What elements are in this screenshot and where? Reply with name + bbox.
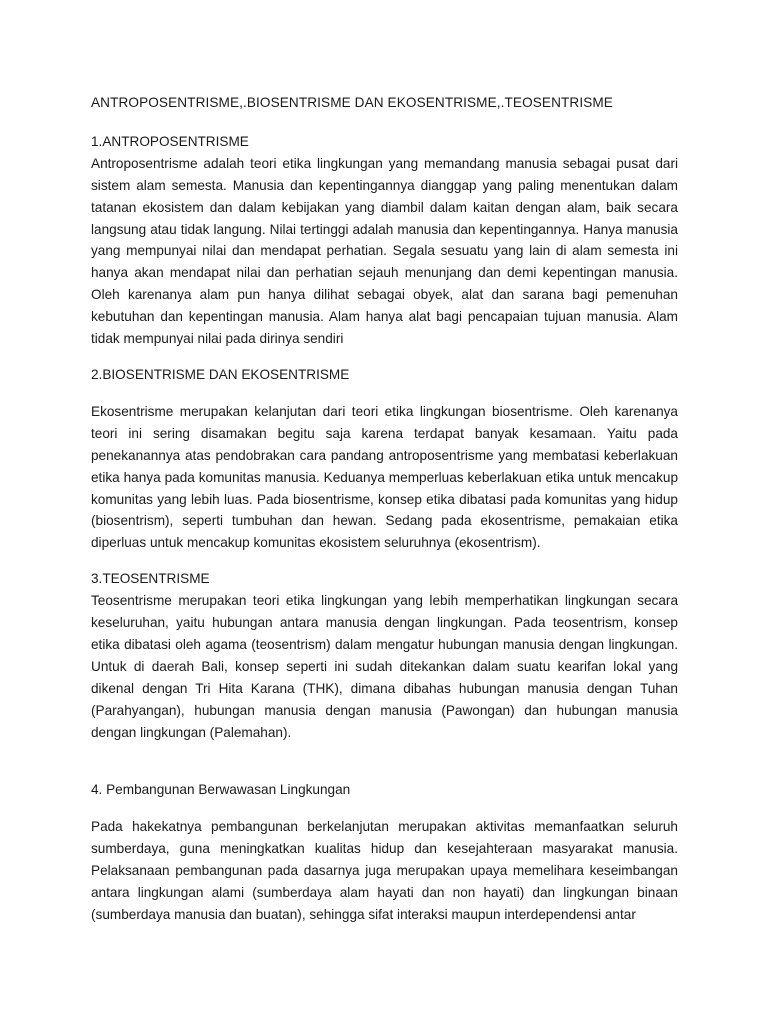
section-paragraph-pembangunan: Pada hakekatnya pembangunan berkelanjutan merupakan aktivitas memanfaatkan seluruh sumberdaya, guna meningkatkan kualitas hidup dan kesejahteraan masyarakat manusia. Pelaksanaan pembangunan pada dasarnya juga merupakan upaya memelihara keseimbangan antara lingkungan alami (sumberdaya alam hayati dan non hayati) dan lingkungan binaan (sumberdaya manusia dan buatan), sehingga sifat interaksi maupun interdependensi antar <box>91 819 678 922</box>
spacer <box>91 743 678 779</box>
section-heading-teosentrisme: 3.TEOSENTRISME <box>91 571 210 587</box>
section-paragraph-teosentrisme: Teosentrisme merupakan teori etika lingkungan yang lebih memperhatikan lingkungan secara keseluruhan, yaitu hubungan antara manusia dengan lingkungan. Pada teosentrism, konsep etika dibatasi oleh agama (teosentrism) dalam mengatur hubungan manusia dengan lingkungan. Untuk di daerah Bali, konsep seperti ini sudah ditekankan dalam suatu kearifan lokal yang dikenal dengan Tri Hita Karana (THK), dimana dibahas hubungan manusia dengan Tuhan (Parahyangan), hubungan manusia dengan manusia (Pawongan) dan hubungan manusia dengan lingkungan (Palemahan). <box>91 593 678 740</box>
document-page <box>91 92 678 926</box>
spacer <box>91 386 678 401</box>
section-heading-pembangunan: 4. Pembangunan Berwawasan Lingkungan <box>91 782 351 798</box>
spacer <box>91 350 678 364</box>
section-heading-biosentrisme: 2.BIOSENTRISME DAN EKOSENTRISME <box>91 366 350 382</box>
section-paragraph-antroposentrisme: Antroposentrisme adalah teori etika lingkungan yang memandang manusia sebagai pusat dari sistem alam semesta. Manusia dan kepentingannya dianggap yang paling menentukan dalam tatanan ekosistem dan dalam kebijakan yang diambil dalam kaitan dengan alam, baik secara langsung atau tidak langung. Nilai tertinggi adalah manusia dan kepentingannya. Hanya manusia yang mempunyai nilai dan mendapat perhatian. Segala sesuatu yang lain di alam semesta ini hanya akan mendapat nilai dan perhatian sejauh menunjang dan demi kepentingan manusia. Oleh karenanya alam pun hanya dilihat sebagai obyek, alat dan sarana bagi pemenuhan kebutuhan dan kepentingan manusia. Alam hanya alat bagi pencapaian tujuan manusia. Alam tidak mempunyai nilai pada dirinya sendiri <box>91 155 678 347</box>
section-heading-antroposentrisme: 1.ANTROPOSENTRISME <box>91 133 249 149</box>
document-title: ANTROPOSENTRISME,.BIOSENTRISME DAN EKOSENTRISME,.TEOSENTRISME <box>91 95 613 110</box>
spacer <box>91 801 678 816</box>
section-paragraph-biosentrisme: Ekosentrisme merupakan kelanjutan dari teori etika lingkungan biosentrisme. Oleh karenanya teori ini sering disamakan begitu saja karena terdapat banyak kesamaan. Yaitu pada penekanannya atas pendobrakan cara pandang antroposentrisme yang membatasi keberlakuan etika hanya pada komunitas manusia. Keduanya memperluas keberlakuan etika untuk mencakup komunitas yang lebih luas. Pada biosentrisme, konsep etika dibatasi pada komunitas yang hidup (biosentrism), seperti tumbuhan dan hewan. Sedang pada ekosentrisme, pemakaian etika diperluas untuk mencakup komunitas ekosistem seluruhnya (ekosentrism). <box>91 403 678 551</box>
spacer <box>91 554 678 568</box>
